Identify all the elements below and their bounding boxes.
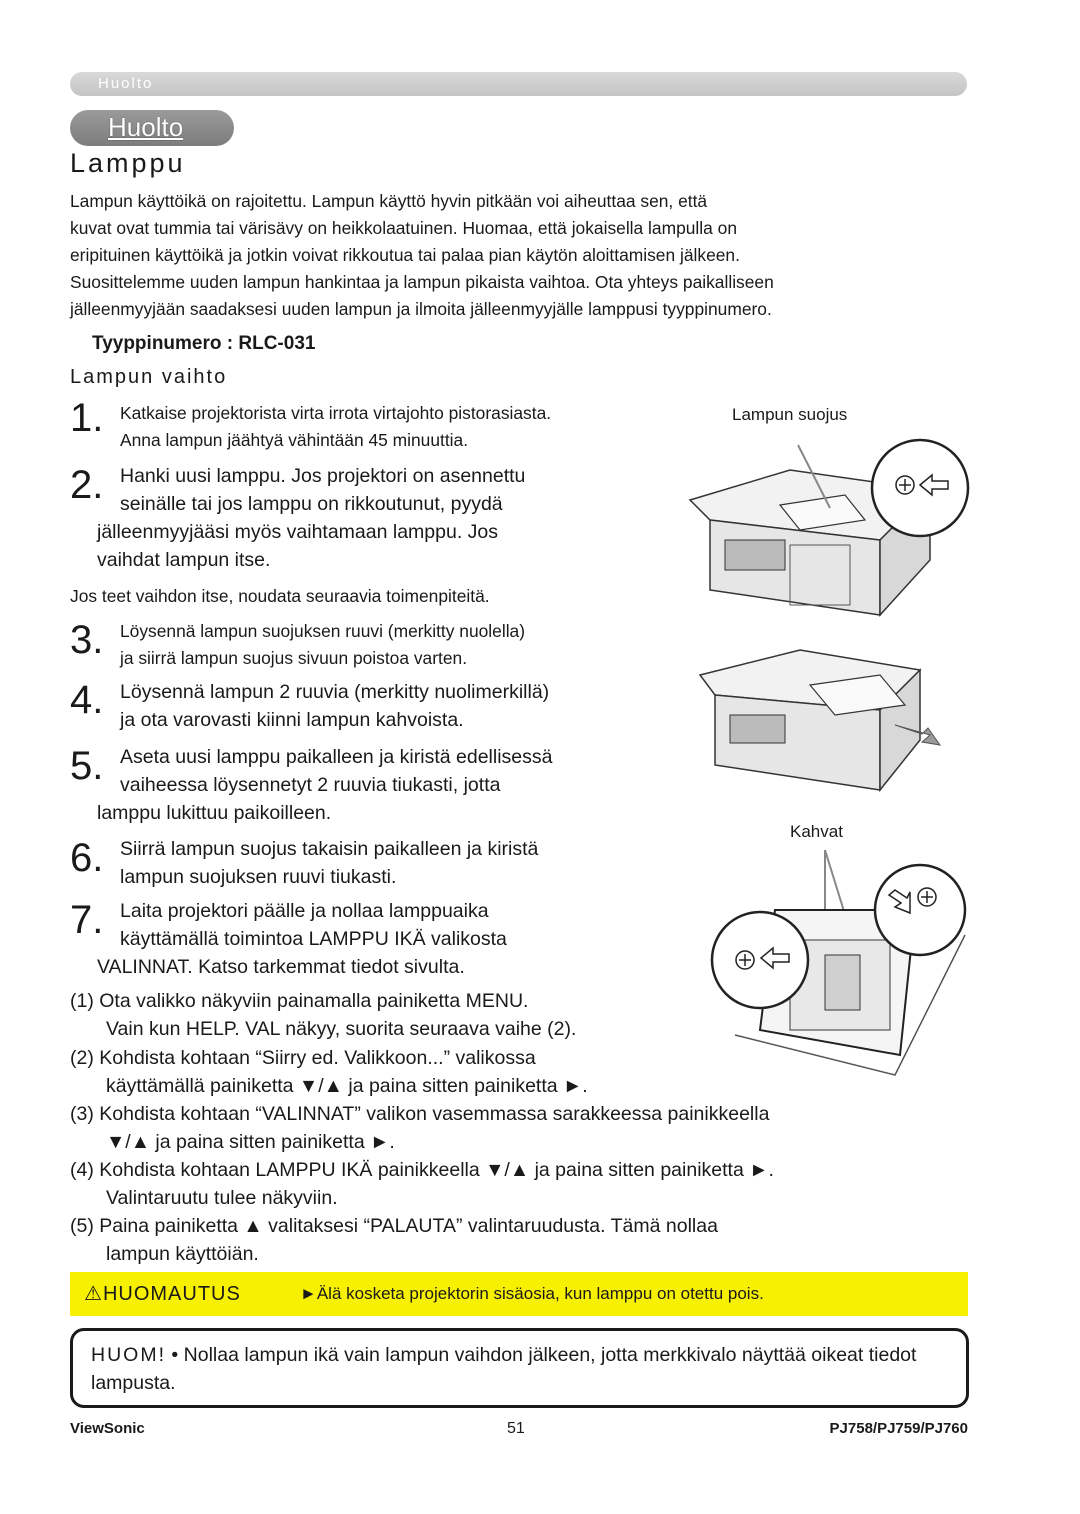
substep-line: (3) Kohdista kohtaan “VALINNAT” valikon vasemmassa sarakkeessa painikkeella (70, 1103, 770, 1125)
note-label: HUOM! (91, 1344, 166, 1366)
substep-line: Vain kun HELP. VAL näkyy, suorita seuraava vaihe (2). (106, 1018, 577, 1040)
step-line: jälleenmyyjääsi myös vaihtamaan lamppu. Jos (97, 521, 499, 543)
step-line: käyttämällä toimintoa LAMPPU IKÄ valikosta (120, 928, 507, 950)
self-replace-note: Jos teet vaihdon itse, noudata seuraavia toimenpiteitä. (70, 586, 490, 606)
step-number: 7. (70, 898, 104, 942)
section-title: Huolto (108, 112, 184, 142)
projector-figure-1 (680, 430, 980, 620)
step-7-cont: VALINNAT. Katso tarkemmat tiedot sivulta. (97, 956, 465, 978)
step-2-text (120, 462, 525, 518)
intro-line: Lampun käyttöikä on rajoitettu. Lampun käyttö hyvin pitkään voi aiheuttaa sen, että (70, 191, 708, 211)
step-line: Katkaise projektorista virta irrota virtajohto pistorasiasta. (120, 403, 552, 423)
projector-figure-2 (690, 630, 950, 800)
step-line: Aseta uusi lamppu paikalleen ja kiristä edellisessä (120, 746, 553, 768)
intro-line: eripituinen käyttöikä ja jotkin voivat rikkoutua tai palaa pian käytön aloittamisen jälkeen. (70, 245, 740, 265)
footer-brand: ViewSonic (70, 1420, 145, 1437)
step-number: 3. (70, 618, 104, 662)
step-line: ja ota varovasti kiinni lampun kahvoista. (120, 709, 464, 731)
intro-line: Suosittelemme uuden lampun hankintaa ja lampun pikaista vaihtoa. Ota yhteys paikalliseen (70, 272, 774, 292)
step-line: Anna lampun jäähtyä vähintään 45 minuuttia. (120, 430, 469, 450)
warning-text: ►Älä kosketa projektorin sisäosia, kun lamppu on otettu pois. (300, 1284, 764, 1303)
intro-paragraph (70, 188, 975, 323)
section-pill (70, 110, 234, 146)
lamp-cover-label: Lampun suojus (732, 405, 848, 424)
substep-line: (5) Paina painiketta ▲ valitaksesi “PALAUTA” valintaruudusta. Tämä nollaa (70, 1215, 718, 1237)
step-line: Siirrä lampun suojus takaisin paikalleen ja kiristä (120, 838, 539, 860)
note-box (70, 1328, 969, 1408)
intro-line: kuvat ovat tummia tai värisävy on heikkolaatuinen. Huomaa, että jokaisella lampulla on (70, 218, 737, 238)
step-5-cont: lamppu lukittuu paikoilleen. (97, 802, 332, 824)
step-line: Laita projektori päälle ja nollaa lamppuaika (120, 900, 489, 922)
step-5-text (120, 743, 553, 799)
substep-5 (70, 1212, 718, 1268)
substep-line: käyttämällä painiketta ▼/▲ ja paina sitten painiketta ►. (106, 1075, 588, 1097)
step-line: Hanki uusi lamppu. Jos projektori on asennettu (120, 465, 526, 487)
substep-line: (2) Kohdista kohtaan “Siirry ed. Valikkoon...” valikossa (70, 1047, 536, 1069)
warning-label (84, 1281, 241, 1306)
intro-line: jälleenmyyjään saadaksesi uuden lampun ja ilmoita jälleenmyyjälle lamppusi tyyppinumero. (70, 299, 772, 319)
substep-3 (70, 1100, 769, 1156)
step-line: vaiheessa löysennetyt 2 ruuvia tiukasti, jotta (120, 774, 501, 796)
step-number: 1. (70, 396, 104, 440)
substep-2 (70, 1044, 588, 1100)
warning-label-text: HUOMAUTUS (102, 1283, 241, 1305)
subsection-title: Lampun vaihto (70, 366, 228, 388)
step-2-cont (97, 518, 498, 574)
substep-line: ▼/▲ ja paina sitten painiketta ►. (106, 1131, 395, 1153)
step-number: 4. (70, 678, 104, 722)
note-text: • Nollaa lampun ikä vain lampun vaihdon jälkeen, jotta merkkivalo näyttää oikeat tiedot lampusta. (91, 1344, 917, 1394)
header-bar-label: Huolto (98, 75, 154, 92)
warning-icon: ⚠ (84, 1283, 103, 1305)
type-number: Tyyppinumero : RLC-031 (92, 333, 316, 354)
header-bar (70, 72, 967, 96)
step-number: 5. (70, 744, 104, 788)
substep-4 (70, 1156, 774, 1212)
step-3-text (120, 618, 525, 672)
step-1-text (120, 400, 551, 454)
step-line: Löysennä lampun suojuksen ruuvi (merkitty nuolella) (120, 621, 526, 641)
step-7-text (120, 897, 507, 953)
substep-line: Valintaruutu tulee näkyviin. (106, 1187, 338, 1209)
page-number: 51 (507, 1420, 525, 1437)
step-line: ja siirrä lampun suojus sivuun poistoa varten. (120, 648, 468, 668)
substep-line: (4) Kohdista kohtaan LAMPPU IKÄ painikkeella ▼/▲ ja paina sitten painiketta ►. (70, 1159, 774, 1181)
step-6-text (120, 835, 538, 891)
handles-label: Kahvat (790, 822, 843, 841)
step-4-text (120, 678, 549, 734)
page-title: Lamppu (70, 148, 186, 178)
warning-box (70, 1272, 968, 1316)
step-number: 2. (70, 463, 104, 507)
lamp-figure (705, 845, 975, 1095)
note-content (91, 1341, 961, 1397)
step-number: 6. (70, 836, 104, 880)
step-line: vaihdat lampun itse. (97, 549, 271, 571)
substep-line: (1) Ota valikko näkyviin painamalla painiketta MENU. (70, 990, 529, 1012)
footer-model: PJ758/PJ759/PJ760 (829, 1420, 968, 1437)
substep-line: lampun käyttöiän. (106, 1243, 259, 1265)
step-line: seinälle tai jos lamppu on rikkoutunut, pyydä (120, 493, 503, 515)
step-line: lampun suojuksen ruuvi tiukasti. (120, 866, 397, 888)
step-line: Löysennä lampun 2 ruuvia (merkitty nuolimerkillä) (120, 681, 550, 703)
substep-1 (70, 987, 576, 1043)
